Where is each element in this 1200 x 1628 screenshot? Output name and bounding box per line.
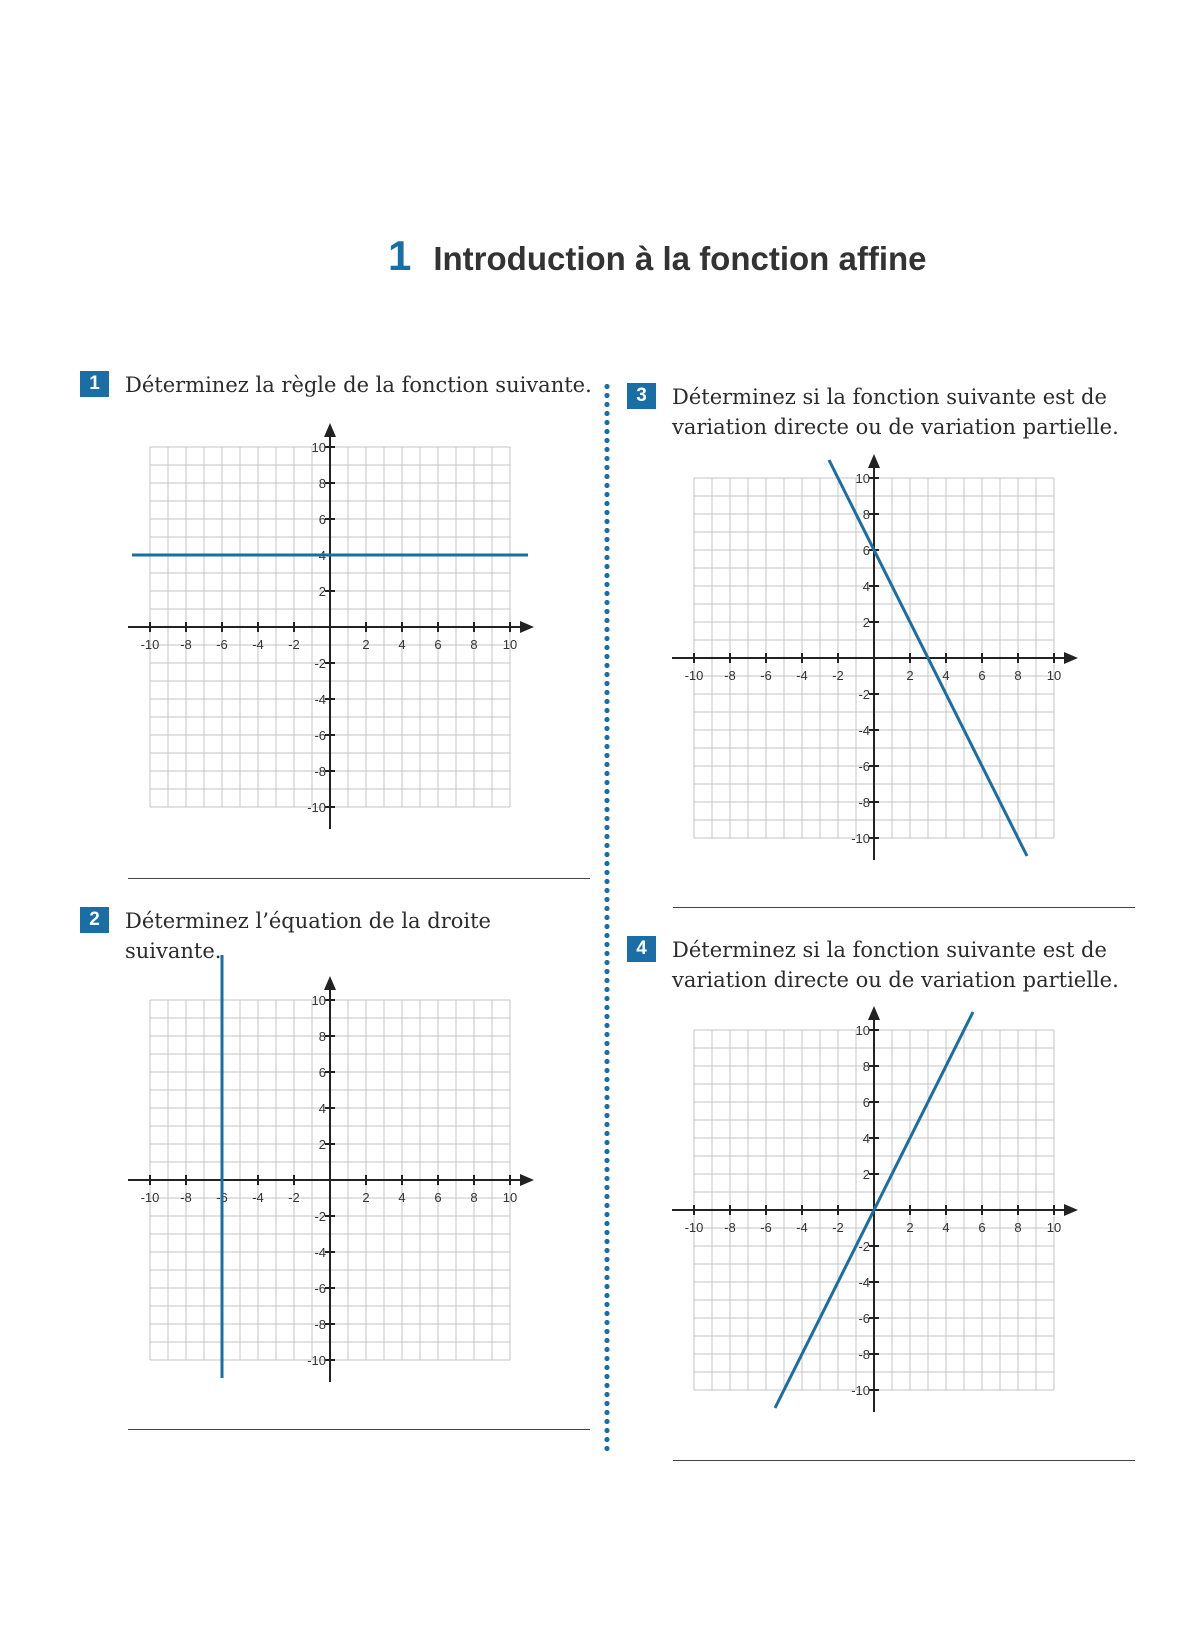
exercise-prompt: Déterminez l’équation de la droite suivante.	[125, 909, 491, 963]
y-tick-label: -10	[307, 800, 326, 815]
y-tick-label: 2	[318, 584, 326, 599]
x-tick-label: -4	[252, 1190, 264, 1205]
exercise-prompt: Déterminez si la fonction suivante est de variation directe ou de variation partielle.	[672, 385, 1119, 439]
x-tick-label: 8	[1014, 1220, 1022, 1235]
y-tick-label: 2	[318, 1137, 326, 1152]
x-tick-label: 2	[906, 668, 914, 683]
x-tick-label: -8	[724, 668, 736, 683]
y-tick-label: -6	[858, 759, 870, 774]
x-tick-label: 6	[434, 637, 442, 652]
y-tick-label: 2	[862, 615, 870, 630]
y-tick-label: -8	[314, 764, 326, 779]
x-tick-label: -10	[140, 637, 160, 652]
y-tick-label: 4	[862, 1131, 870, 1146]
y-tick-label: -4	[858, 1275, 870, 1290]
exercise-number-badge: 1	[80, 371, 109, 397]
exercise-number-badge: 4	[627, 936, 656, 962]
x-tick-label: 2	[362, 1190, 370, 1205]
y-tick-label: -6	[314, 1281, 326, 1296]
y-tick-label: -8	[858, 1347, 870, 1362]
x-tick-label: -6	[216, 637, 228, 652]
x-tick-label: -2	[832, 1220, 844, 1235]
x-tick-label: -8	[724, 1220, 736, 1235]
x-tick-label: -10	[684, 668, 704, 683]
exercise-number-badge: 2	[80, 907, 109, 933]
exercise-prompt: Déterminez si la fonction suivante est de variation directe ou de variation partielle.	[672, 938, 1119, 992]
y-tick-label: 10	[855, 1023, 870, 1038]
x-tick-label: -2	[288, 1190, 300, 1205]
x-tick-label: 4	[942, 1220, 950, 1235]
y-tick-label: -8	[858, 795, 870, 810]
y-tick-label: 4	[862, 579, 870, 594]
y-tick-label: -2	[314, 1209, 326, 1224]
y-tick-label: -8	[314, 1317, 326, 1332]
x-tick-label: -4	[796, 1220, 808, 1235]
y-tick-label: -10	[851, 1383, 870, 1398]
x-tick-label: 2	[362, 637, 370, 652]
y-tick-label: 10	[311, 993, 326, 1008]
exercise-prompt: Déterminez la règle de la fonction suivante.	[125, 373, 592, 397]
x-tick-label: 10	[1046, 668, 1062, 683]
x-tick-label: -6	[216, 1190, 228, 1205]
y-tick-label: -6	[314, 728, 326, 743]
x-tick-label: -2	[832, 668, 844, 683]
y-tick-label: 6	[862, 543, 870, 558]
y-tick-label: 4	[318, 1101, 326, 1116]
y-tick-label: 8	[318, 476, 326, 491]
y-tick-label: -4	[314, 1245, 326, 1260]
x-tick-label: -6	[760, 1220, 772, 1235]
y-tick-label: 8	[862, 507, 870, 522]
y-tick-label: -2	[858, 1239, 870, 1254]
x-tick-label: 8	[1014, 668, 1022, 683]
y-tick-label: 10	[855, 471, 870, 486]
section-title-text: Introduction à la fonction affine	[433, 240, 927, 277]
y-tick-label: -4	[858, 723, 870, 738]
x-tick-label: -4	[796, 668, 808, 683]
x-tick-label: -10	[140, 1190, 160, 1205]
y-tick-label: 6	[862, 1095, 870, 1110]
exercise-number-badge: 3	[627, 383, 656, 409]
x-tick-label: 8	[470, 1190, 478, 1205]
y-tick-label: -2	[858, 687, 870, 702]
x-tick-label: 8	[470, 637, 478, 652]
y-tick-label: -10	[851, 831, 870, 846]
y-tick-label: 10	[311, 440, 326, 455]
section-number: 1	[388, 232, 412, 279]
x-axis-arrow	[1064, 1204, 1078, 1216]
x-tick-label: 6	[978, 1220, 986, 1235]
x-tick-label: -8	[180, 637, 192, 652]
x-tick-label: -2	[288, 637, 300, 652]
x-tick-label: -10	[684, 1220, 704, 1235]
y-tick-label: -4	[314, 692, 326, 707]
x-tick-label: -8	[180, 1190, 192, 1205]
x-tick-label: 6	[434, 1190, 442, 1205]
y-tick-label: 2	[862, 1167, 870, 1182]
x-tick-label: 10	[1046, 1220, 1062, 1235]
y-tick-label: 4	[318, 548, 326, 563]
x-tick-label: 4	[398, 1190, 406, 1205]
answer-line-4[interactable]	[673, 1460, 1135, 1461]
x-tick-label: -6	[760, 668, 772, 683]
x-tick-label: -4	[252, 637, 264, 652]
y-tick-label: -10	[307, 1353, 326, 1368]
x-tick-label: 10	[502, 637, 518, 652]
y-tick-label: 8	[862, 1059, 870, 1074]
x-tick-label: 2	[906, 1220, 914, 1235]
y-tick-label: 6	[318, 1065, 326, 1080]
y-tick-label: 6	[318, 512, 326, 527]
x-tick-label: 10	[502, 1190, 518, 1205]
y-tick-label: -6	[858, 1311, 870, 1326]
y-tick-label: -2	[314, 656, 326, 671]
x-tick-label: 4	[942, 668, 950, 683]
y-tick-label: 8	[318, 1029, 326, 1044]
x-tick-label: 4	[398, 637, 406, 652]
x-tick-label: 6	[978, 668, 986, 683]
y-axis-arrow	[868, 1006, 880, 1020]
